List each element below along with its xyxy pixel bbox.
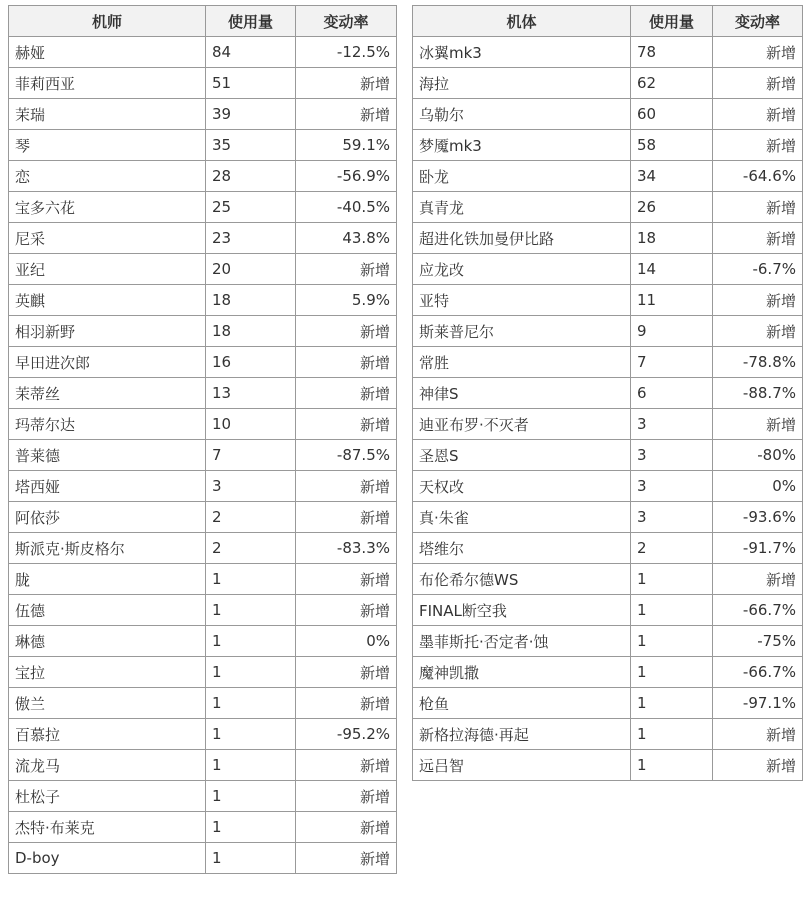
pilot-change-cell: 新增 — [296, 657, 397, 688]
pilot-table-row — [9, 378, 397, 409]
mech-name-cell: 乌勒尔 — [413, 99, 631, 130]
pilot-change-cell: 新增 — [296, 564, 397, 595]
pilot-name-cell: 宝多六花 — [9, 192, 206, 223]
pilot-name-cell: 相羽新野 — [9, 316, 206, 347]
mech-usage-cell: 60 — [631, 99, 713, 130]
mech-name-cell: 魔神凯撒 — [413, 657, 631, 688]
pilot-usage-cell: 2 — [206, 502, 296, 533]
mech-name-cell: 真青龙 — [413, 192, 631, 223]
mech-name-cell: 卧龙 — [413, 161, 631, 192]
pilot-table-row — [9, 471, 397, 502]
pilot-change-cell: -12.5% — [296, 37, 397, 68]
mech-name-cell: 塔维尔 — [413, 533, 631, 564]
pilot-change-cell: 新增 — [296, 688, 397, 719]
pilot-change-cell: 新增 — [296, 254, 397, 285]
mech-table-row — [413, 316, 803, 347]
pilot-name-cell: 英麒 — [9, 285, 206, 316]
pilot-table-row — [9, 719, 397, 750]
pilot-name-cell: 杰特·布莱克 — [9, 812, 206, 843]
pilot-name-cell: 恋 — [9, 161, 206, 192]
pilot-name-cell: 宝拉 — [9, 657, 206, 688]
mech-usage-cell: 26 — [631, 192, 713, 223]
mech-table-row — [413, 533, 803, 564]
pilot-name-cell: 阿依莎 — [9, 502, 206, 533]
pilot-change-cell: 新增 — [296, 316, 397, 347]
mech-table-row — [413, 347, 803, 378]
mech-name-cell: 冰翼mk3 — [413, 37, 631, 68]
mech-change-cell: 新增 — [713, 130, 803, 161]
mech-table-row — [413, 223, 803, 254]
pilot-change-header: 变动率 — [296, 6, 397, 37]
mech-usage-cell: 1 — [631, 595, 713, 626]
pilot-usage-cell: 39 — [206, 99, 296, 130]
mech-change-cell: 新增 — [713, 719, 803, 750]
pilot-change-cell: 43.8% — [296, 223, 397, 254]
mech-table-row — [413, 750, 803, 781]
pilot-name-header: 机师 — [9, 6, 206, 37]
pilot-table-row — [9, 409, 397, 440]
pilot-usage-cell: 1 — [206, 719, 296, 750]
pilot-table-row — [9, 750, 397, 781]
mech-table-row — [413, 285, 803, 316]
pilot-table-row — [9, 99, 397, 130]
mech-change-cell: -88.7% — [713, 378, 803, 409]
mech-name-cell: 斯莱普尼尔 — [413, 316, 631, 347]
pilot-table-row — [9, 223, 397, 254]
pilot-table-row — [9, 68, 397, 99]
pilot-change-cell: 0% — [296, 626, 397, 657]
pilot-table-row — [9, 812, 397, 843]
pilot-table-row — [9, 37, 397, 68]
pilot-table-row — [9, 657, 397, 688]
mech-change-cell: -66.7% — [713, 657, 803, 688]
pilot-usage-cell: 3 — [206, 471, 296, 502]
mech-table-row — [413, 719, 803, 750]
mech-usage-cell: 18 — [631, 223, 713, 254]
pilot-change-cell: 新增 — [296, 750, 397, 781]
pilot-name-cell: 茉瑞 — [9, 99, 206, 130]
pilot-name-cell: 塔西娅 — [9, 471, 206, 502]
pilot-usage-cell: 1 — [206, 812, 296, 843]
pilot-name-cell: 百慕拉 — [9, 719, 206, 750]
pilot-change-cell: 新增 — [296, 347, 397, 378]
pilot-name-cell: 亚纪 — [9, 254, 206, 285]
mech-change-cell: -66.7% — [713, 595, 803, 626]
pilot-table-row — [9, 192, 397, 223]
mech-change-cell: 新增 — [713, 409, 803, 440]
mech-name-cell: FINAL断空我 — [413, 595, 631, 626]
pilot-change-cell: -87.5% — [296, 440, 397, 471]
mech-change-cell: -91.7% — [713, 533, 803, 564]
mech-usage-cell: 1 — [631, 688, 713, 719]
mech-usage-cell: 34 — [631, 161, 713, 192]
pilot-name-cell: 斯派克·斯皮格尔 — [9, 533, 206, 564]
pilot-change-cell: 新增 — [296, 99, 397, 130]
mech-change-cell: 新增 — [713, 285, 803, 316]
pilot-usage-cell: 23 — [206, 223, 296, 254]
mech-usage-header: 使用量 — [631, 6, 713, 37]
mech-name-cell: 神律S — [413, 378, 631, 409]
mech-name-cell: 枪鱼 — [413, 688, 631, 719]
mech-usage-cell: 9 — [631, 316, 713, 347]
pilot-change-cell: 59.1% — [296, 130, 397, 161]
pilot-usage-cell: 10 — [206, 409, 296, 440]
pilot-table-row — [9, 533, 397, 564]
pilot-usage-cell: 20 — [206, 254, 296, 285]
mech-table-row — [413, 378, 803, 409]
pilot-table-row — [9, 595, 397, 626]
pilot-name-cell: 菲莉西亚 — [9, 68, 206, 99]
mech-change-cell: 新增 — [713, 316, 803, 347]
mech-name-cell: 远吕智 — [413, 750, 631, 781]
mech-table-row — [413, 99, 803, 130]
pilot-table-row — [9, 161, 397, 192]
pilot-usage-cell: 1 — [206, 564, 296, 595]
mech-change-header: 变动率 — [713, 6, 803, 37]
mech-table-row — [413, 657, 803, 688]
pilot-change-cell: 新增 — [296, 471, 397, 502]
mech-name-cell: 常胜 — [413, 347, 631, 378]
mech-usage-cell: 11 — [631, 285, 713, 316]
pilot-usage-cell: 1 — [206, 750, 296, 781]
pilot-change-cell: 新增 — [296, 812, 397, 843]
mech-table-row — [413, 688, 803, 719]
mech-name-cell: 迪亚布罗·不灭者 — [413, 409, 631, 440]
mech-table-row — [413, 502, 803, 533]
pilot-name-cell: 玛蒂尔达 — [9, 409, 206, 440]
pilot-usage-cell: 1 — [206, 595, 296, 626]
pilot-usage-cell: 25 — [206, 192, 296, 223]
pilot-usage-cell: 18 — [206, 285, 296, 316]
mech-table-row — [413, 37, 803, 68]
pilot-change-cell: 新增 — [296, 68, 397, 99]
pilot-usage-cell: 18 — [206, 316, 296, 347]
mech-table-row — [413, 471, 803, 502]
mech-table-row — [413, 161, 803, 192]
mech-change-cell: 新增 — [713, 192, 803, 223]
pilot-name-cell: 胧 — [9, 564, 206, 595]
pilot-change-cell: -83.3% — [296, 533, 397, 564]
pilot-name-cell: 流龙马 — [9, 750, 206, 781]
mech-usage-cell: 1 — [631, 657, 713, 688]
pilot-usage-cell: 51 — [206, 68, 296, 99]
mech-table-row — [413, 626, 803, 657]
mech-usage-cell: 1 — [631, 564, 713, 595]
mech-table-row — [413, 192, 803, 223]
pilot-table-row — [9, 440, 397, 471]
pilot-usage-header: 使用量 — [206, 6, 296, 37]
pilot-usage-cell: 35 — [206, 130, 296, 161]
mech-usage-cell: 1 — [631, 626, 713, 657]
mech-usage-cell: 2 — [631, 533, 713, 564]
pilot-usage-cell: 7 — [206, 440, 296, 471]
pilot-name-cell: 伍德 — [9, 595, 206, 626]
mech-change-cell: -64.6% — [713, 161, 803, 192]
mech-name-cell: 天权改 — [413, 471, 631, 502]
pilot-change-cell: 新增 — [296, 781, 397, 812]
mech-table-row — [413, 564, 803, 595]
pilot-table-row — [9, 688, 397, 719]
pilot-name-cell: 杜松子 — [9, 781, 206, 812]
pilot-table-row — [9, 564, 397, 595]
mech-name-cell: 亚特 — [413, 285, 631, 316]
pilot-change-cell: 新增 — [296, 843, 397, 874]
pilot-change-cell: 新增 — [296, 409, 397, 440]
mech-usage-cell: 3 — [631, 502, 713, 533]
pilot-usage-cell: 1 — [206, 657, 296, 688]
pilot-table-row — [9, 843, 397, 874]
pilot-change-cell: -95.2% — [296, 719, 397, 750]
mech-change-cell: 新增 — [713, 99, 803, 130]
pilot-usage-cell: 28 — [206, 161, 296, 192]
pilot-usage-cell: 84 — [206, 37, 296, 68]
mech-name-cell: 真·朱雀 — [413, 502, 631, 533]
mech-usage-table — [412, 5, 803, 781]
pilot-name-cell: 琴 — [9, 130, 206, 161]
mech-usage-cell: 6 — [631, 378, 713, 409]
pilot-usage-cell: 2 — [206, 533, 296, 564]
mech-name-cell: 墨菲斯托·否定者·蚀 — [413, 626, 631, 657]
pilot-table-row — [9, 502, 397, 533]
mech-usage-cell: 78 — [631, 37, 713, 68]
mech-table-row — [413, 254, 803, 285]
pilot-usage-cell: 13 — [206, 378, 296, 409]
mech-change-cell: -6.7% — [713, 254, 803, 285]
mech-table-row — [413, 68, 803, 99]
mech-change-cell: -93.6% — [713, 502, 803, 533]
mech-name-cell: 海拉 — [413, 68, 631, 99]
mech-change-cell: 0% — [713, 471, 803, 502]
mech-change-cell: -75% — [713, 626, 803, 657]
mech-change-cell: 新增 — [713, 564, 803, 595]
pilot-name-cell: 赫娅 — [9, 37, 206, 68]
mech-name-cell: 超进化铁加曼伊比路 — [413, 223, 631, 254]
mech-usage-cell: 3 — [631, 471, 713, 502]
pilot-table-row — [9, 285, 397, 316]
pilot-name-cell: 尼采 — [9, 223, 206, 254]
mech-change-cell: 新增 — [713, 750, 803, 781]
pilot-usage-cell: 1 — [206, 626, 296, 657]
mech-table-row — [413, 130, 803, 161]
pilot-usage-cell: 1 — [206, 781, 296, 812]
mech-change-cell: 新增 — [713, 68, 803, 99]
mech-name-cell: 圣恩S — [413, 440, 631, 471]
mech-name-header: 机体 — [413, 6, 631, 37]
mech-change-cell: 新增 — [713, 223, 803, 254]
pilot-change-cell: 新增 — [296, 595, 397, 626]
mech-name-cell: 布伦希尔德WS — [413, 564, 631, 595]
pilot-table-row — [9, 626, 397, 657]
pilot-name-cell: 早田进次郎 — [9, 347, 206, 378]
mech-name-cell: 梦魇mk3 — [413, 130, 631, 161]
pilot-name-cell: 琳德 — [9, 626, 206, 657]
pilot-table-row — [9, 347, 397, 378]
pilot-change-cell: 5.9% — [296, 285, 397, 316]
mech-usage-cell: 62 — [631, 68, 713, 99]
mech-change-cell: -78.8% — [713, 347, 803, 378]
mech-usage-cell: 1 — [631, 719, 713, 750]
mech-usage-cell: 14 — [631, 254, 713, 285]
mech-table-row — [413, 440, 803, 471]
pilot-table-row — [9, 781, 397, 812]
mech-header-row — [413, 6, 803, 37]
mech-usage-cell: 3 — [631, 440, 713, 471]
mech-change-cell: -80% — [713, 440, 803, 471]
mech-usage-cell: 7 — [631, 347, 713, 378]
pilot-table-row — [9, 130, 397, 161]
mech-table-row — [413, 595, 803, 626]
pilot-name-cell: 茉蒂丝 — [9, 378, 206, 409]
pilot-table-row — [9, 254, 397, 285]
pilot-usage-cell: 1 — [206, 688, 296, 719]
mech-change-cell: 新增 — [713, 37, 803, 68]
pilot-change-cell: 新增 — [296, 378, 397, 409]
pilot-header-row — [9, 6, 397, 37]
pilot-change-cell: -40.5% — [296, 192, 397, 223]
mech-change-cell: -97.1% — [713, 688, 803, 719]
pilot-change-cell: 新增 — [296, 502, 397, 533]
pilot-usage-cell: 16 — [206, 347, 296, 378]
pilot-name-cell: D-boy — [9, 843, 206, 874]
mech-usage-cell: 1 — [631, 750, 713, 781]
pilot-usage-table — [8, 5, 397, 874]
pilot-change-cell: -56.9% — [296, 161, 397, 192]
pilot-name-cell: 普莱德 — [9, 440, 206, 471]
pilot-usage-cell: 1 — [206, 843, 296, 874]
mech-name-cell: 新格拉海德·再起 — [413, 719, 631, 750]
mech-usage-cell: 58 — [631, 130, 713, 161]
pilot-table-row — [9, 316, 397, 347]
mech-table-row — [413, 409, 803, 440]
mech-usage-cell: 3 — [631, 409, 713, 440]
mech-name-cell: 应龙改 — [413, 254, 631, 285]
pilot-name-cell: 傲兰 — [9, 688, 206, 719]
